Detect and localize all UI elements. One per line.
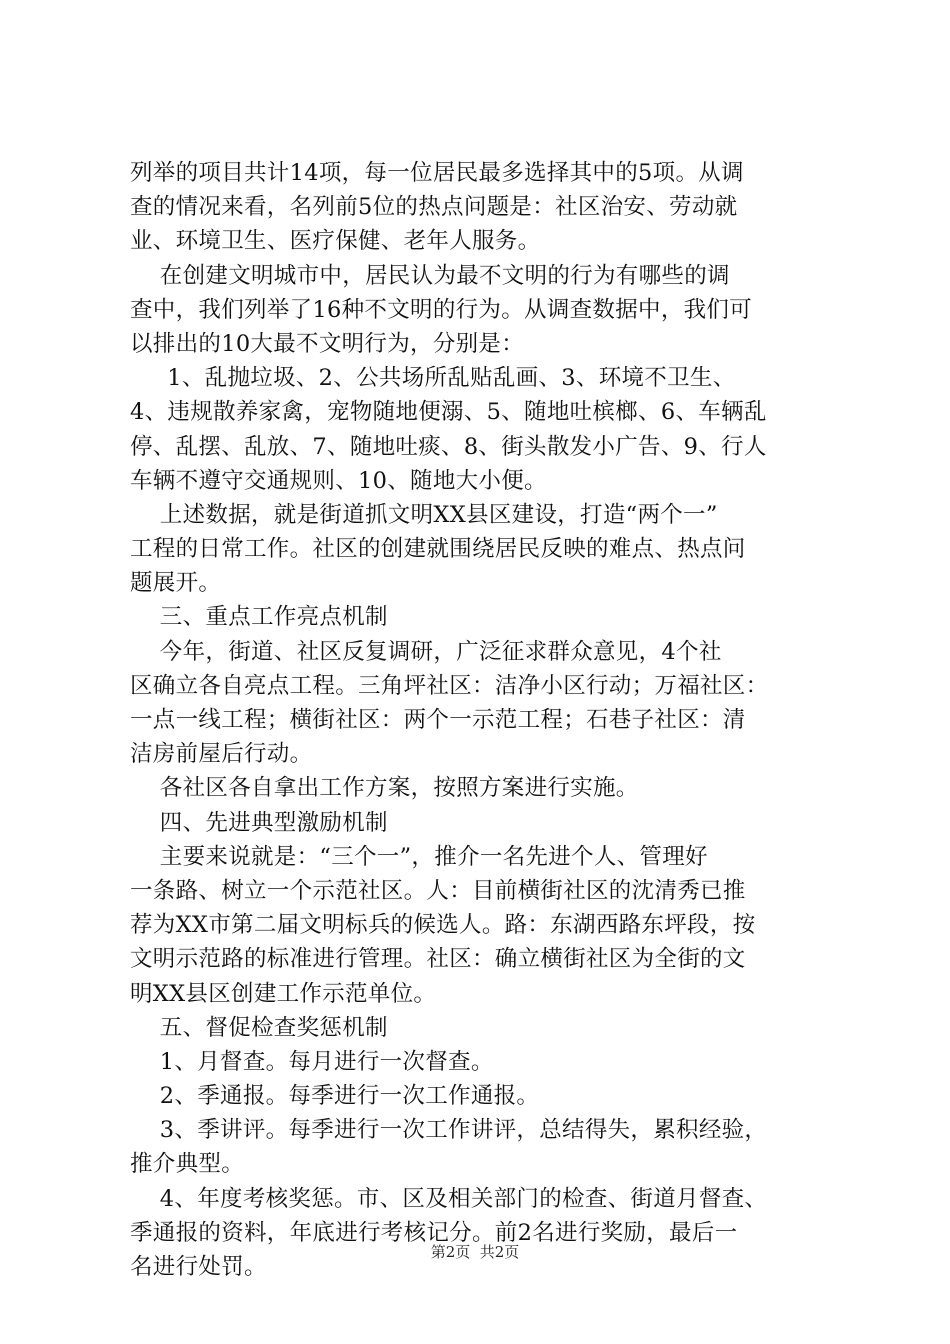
text-line: 业、环境卫生、医疗保健、老年人服务。 [130, 228, 541, 255]
text-line: 荐为XX市第二届文明标兵的候选人。路：东湖西路东坪段，按 [130, 912, 756, 939]
text-line: 名进行处罚。 [130, 1254, 267, 1280]
text-line: 停、乱摆、乱放、7、随地吐痰、8、街头散发小广告、9、行人 [130, 433, 767, 460]
section-heading: 五、督促检查奖惩机制 [130, 1014, 388, 1041]
text-line: 工程的日常工作。社区的创建就围绕居民反映的难点、热点问 [130, 536, 746, 563]
section-heading: 三、重点工作亮点机制 [130, 604, 388, 631]
page-number-footer: 第2页 共2页 [430, 1243, 520, 1261]
text-line: 车辆不遵守交通规则、10、随地大小便。 [130, 467, 547, 494]
text-line: 一点一线工程；横街社区：两个一示范工程；石巷子社区：清 [130, 707, 746, 733]
text-line: 一条路、树立一个示范社区。人：目前横街社区的沈清秀已推 [130, 877, 746, 904]
section-heading: 四、先进典型激励机制 [130, 809, 388, 836]
text-line: 明XX县区创建工作示范单位。 [130, 980, 437, 1007]
text-line: 主要来说就是：“三个一”，推介一名先进个人、管理好 [130, 843, 708, 870]
text-line: 1、乱抛垃圾、2、公共场所乱贴乱画、3、环境不卫生、 [130, 365, 736, 392]
text-line: 4、违规散养家禽，宠物随地便溺、5、随地吐槟榔、6、车辆乱 [130, 399, 767, 426]
list-item: 4、年度考核奖惩。市、区及相关部门的检查、街道月督查、 [130, 1185, 768, 1212]
list-item: 2、季通报。每季进行一次工作通报。 [130, 1083, 540, 1110]
text-line: 推介典型。 [130, 1151, 245, 1178]
text-line: 上述数据，就是街道抓文明XX县区建设，打造“两个一” [130, 501, 718, 528]
list-item: 3、季讲评。每季进行一次工作讲评，总结得失，累积经验， [130, 1117, 768, 1144]
text-line: 查的情况来看，名列前5位的热点问题是：社区治安、劳动就 [130, 194, 738, 221]
text-line: 今年，街道、社区反复调研，广泛征求群众意见，4个社 [130, 638, 722, 665]
text-line: 洁房前屋后行动。 [130, 741, 313, 768]
document-body [130, 156, 830, 1284]
text-line: 各社区各自拿出工作方案，按照方案进行实施。 [130, 775, 639, 802]
text-line: 列举的项目共计14项，每一位居民最多选择其中的5项。从调 [130, 160, 744, 186]
text-line: 在创建文明城市中，居民认为最不文明的行为有哪些的调 [130, 262, 730, 289]
text-line: 区确立各自亮点工程。三角坪社区：洁净小区行动；万福社区： [130, 672, 769, 699]
text-line: 以排出的10大最不文明行为，分别是： [130, 330, 525, 357]
text-line: 季通报的资料，年底进行考核记分。前2名进行奖励，最后一 [130, 1219, 738, 1246]
text-line: 题展开。 [130, 570, 222, 597]
text-line: 文明示范路的标准进行管理。社区：确立横街社区为全街的文 [130, 946, 746, 973]
list-item: 1、月督查。每月进行一次督查。 [130, 1048, 494, 1075]
text-line: 查中，我们列举了16种不文明的行为。从调查数据中，我们可 [130, 296, 753, 323]
